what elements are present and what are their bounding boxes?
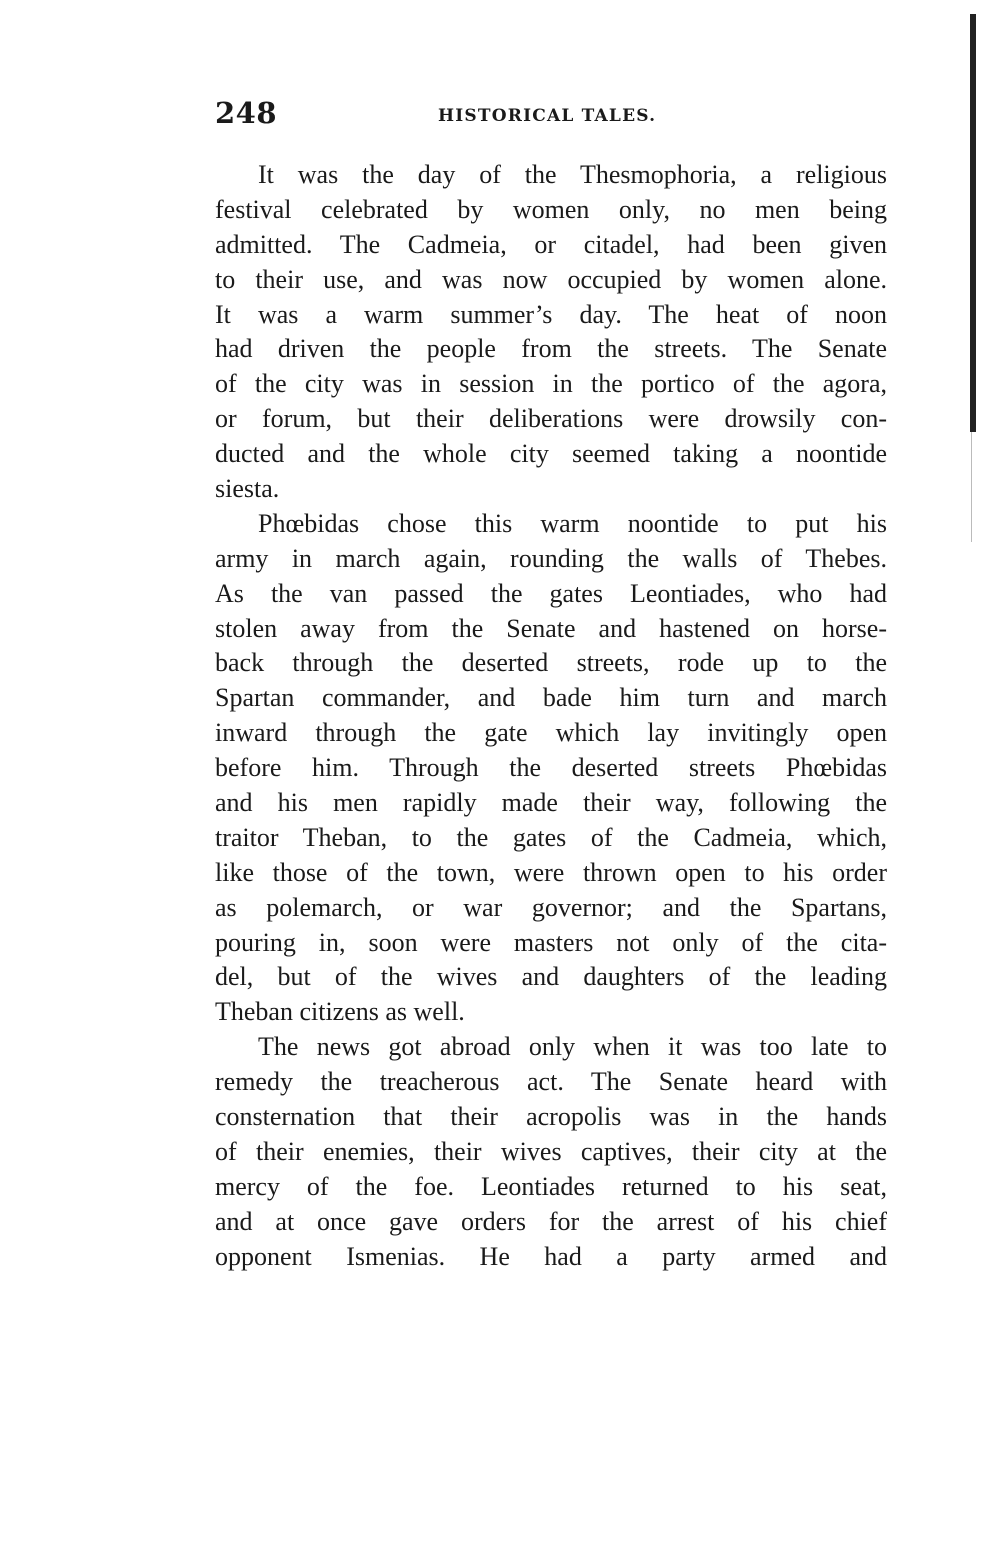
paragraph <box>215 507 887 1030</box>
text-line: As the van passed the gates Leontiades, who had <box>215 578 887 608</box>
text-line: traitor Theban, to the gates of the Cadmeia, which, <box>215 822 887 852</box>
text-line: The news got abroad only when it was too late to <box>258 1032 887 1062</box>
text-line: inward through the gate which lay invitingly open <box>215 718 887 748</box>
page-header <box>215 96 885 136</box>
scan-binding-edge <box>970 14 976 432</box>
text-line: back through the deserted streets, rode up to the <box>215 648 887 678</box>
text-line: or forum, but their deliberations were drowsily con- <box>215 404 887 434</box>
text-line: and his men rapidly made their way, following the <box>215 788 887 818</box>
text-line: It was the day of the Thesmophoria, a religious <box>258 160 887 189</box>
text-line: of their enemies, their wives captives, their city at the <box>215 1136 887 1166</box>
text-line: remedy the treacherous act. The Senate heard with <box>215 1067 887 1097</box>
text-line: like those of the town, were thrown open to his order <box>215 857 887 887</box>
page-number: 248 <box>215 96 278 130</box>
text-line: Spartan commander, and bade him turn and march <box>215 683 887 713</box>
text-line: had driven the people from the streets. The Senate <box>215 334 887 364</box>
text-line: before him. Through the deserted streets Phœbidas <box>215 753 887 783</box>
body-text <box>215 158 887 1275</box>
paragraph <box>215 1030 887 1274</box>
text-line: army in march again, rounding the walls of Thebes. <box>215 543 887 573</box>
text-line: del, but of the wives and daughters of the leading <box>215 962 887 992</box>
text-line: consternation that their acropolis was in the hands <box>215 1102 887 1132</box>
text-line: siesta. <box>215 474 280 504</box>
text-line: mercy of the foe. Leontiades returned to his seat, <box>215 1171 887 1201</box>
text-line: It was a warm summer’s day. The heat of noon <box>215 299 887 329</box>
text-line: ducted and the whole city seemed taking a noontide <box>215 439 887 469</box>
text-line: Theban citizens as well. <box>215 997 465 1027</box>
scan-binding-edge-faint <box>971 432 972 542</box>
running-head: HISTORICAL TALES. <box>438 106 657 126</box>
text-line: admitted. The Cadmeia, or citadel, had been given <box>215 229 887 259</box>
text-line: opponent Ismenias. He had a party armed and <box>215 1241 887 1271</box>
text-line: to their use, and was now occupied by women alone. <box>215 264 887 294</box>
text-line: pouring in, soon were masters not only of the cita- <box>215 927 887 957</box>
text-line: stolen away from the Senate and hastened on horse- <box>215 613 887 643</box>
text-line: as polemarch, or war governor; and the Spartans, <box>215 892 887 922</box>
text-line: and at once gave orders for the arrest of his chief <box>215 1206 887 1236</box>
text-line: of the city was in session in the portico of the agora, <box>215 369 887 399</box>
text-line: Phœbidas chose this warm noontide to put his <box>258 508 887 538</box>
paragraph <box>215 158 887 507</box>
text-line: festival celebrated by women only, no men being <box>215 194 887 224</box>
